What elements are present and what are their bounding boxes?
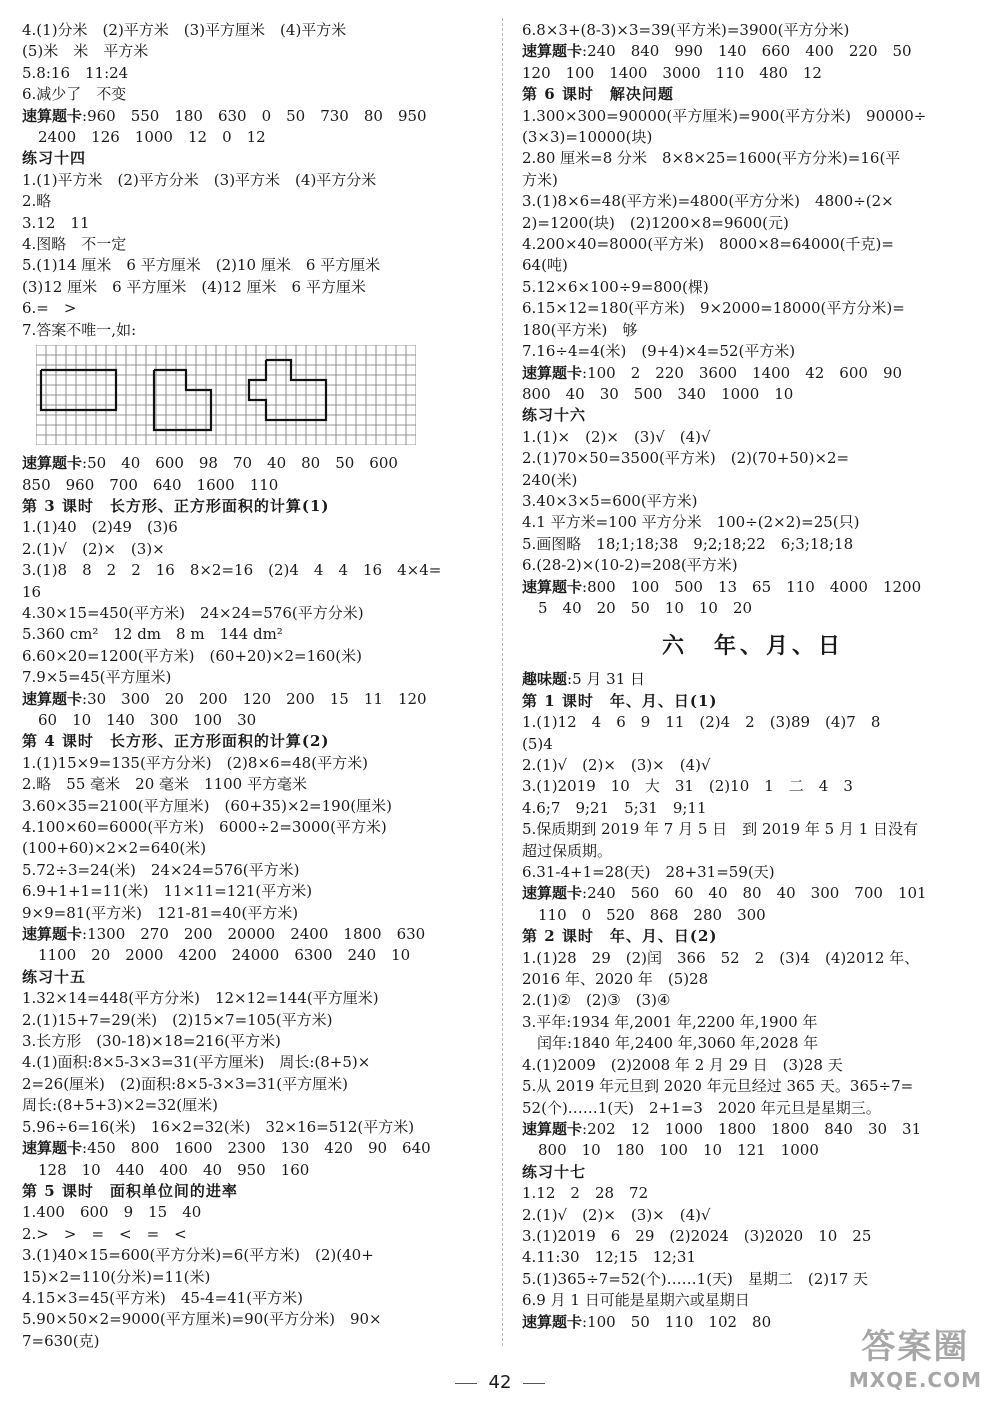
answer-line: 3.(1)2019 6 29 (2)2024 (3)2020 10 25 [522,1226,872,1245]
speed-card-values: :50 40 600 98 70 40 80 50 600 [82,454,398,473]
answer-line: 3.(1)8 8 2 2 16 8×2=16 (2)4 4 4 16 4×4= [22,561,442,580]
answer-line: 1.(1)15×9=135(平方分米) (2)8×6=48(平方米) [22,753,368,772]
answer-line: 2.(1)② (2)③ (3)④ [522,991,671,1010]
lesson-title: 第 5 课时 面积单位间的进率 [22,1181,238,1200]
answer-line: 3.长方形 (30-18)×18=216(平方米) [22,1032,281,1051]
speed-card-label: 速算题卡 [22,1139,83,1158]
speed-card-continuation: 128 10 440 400 40 950 160 [38,1160,310,1179]
answer-line: 4.11:30 12;15 12;31 [522,1248,696,1267]
speed-card-line [522,577,984,598]
watermark-main-text: 答案圈 [861,1327,970,1367]
answer-line: 周长:(8+5+3)×2=32(厘米) [22,1096,218,1115]
answer-line: 3.(1)8×6=48(平方米)=4800(平方分米) 4800÷(2× [522,192,894,211]
grid-lines [36,345,416,445]
answer-line: (5)米 米 平方米 [22,42,149,61]
speed-card-label: 速算题卡 [522,577,583,596]
speed-card-line [522,363,984,384]
left-column [22,20,492,1352]
answer-line: 6.8×3+(8-3)×3=39(平方米)=3900(平方分米) [522,21,850,39]
answer-line: 2.> > = < = < [22,1224,187,1243]
exercise-title: 练习十六 [522,406,587,425]
answer-line: 4.30×15=450(平方米) 24×24=576(平方分米) [22,603,364,622]
speed-card-values: :1300 270 200 20000 2400 1800 630 [82,925,426,944]
speed-card-label: 速算题卡 [522,1119,583,1138]
watermark-sub-text: MXQE.COM [848,1368,982,1392]
watermark-logo [849,1319,982,1392]
answer-line: 7=630(克) [22,1331,100,1350]
answer-line: (100+60)×2×2=640(米) [22,839,207,858]
answer-line: 2.80 厘米=8 分米 8×8×25=1600(平方分米)=16(平 [522,149,901,168]
answer-line: 5.12×6×100÷9=800(棵) [522,277,709,296]
answer-line: 3.40×3×5=600(平方米) [522,491,698,510]
grid-figure [36,345,416,445]
answer-line: 3.12 11 [22,213,90,232]
answer-line: 6.= > [22,299,77,318]
l-shape [154,370,211,430]
answer-line: 6.减少了 不变 [22,85,127,104]
rectangle-shape [41,370,116,410]
speed-card-continuation: 120 100 1400 3000 110 480 12 [522,63,822,82]
answer-line: 6.9 月 1 日可能是星期六或星期日 [522,1291,750,1310]
fun-question-line [522,669,984,690]
answer-line: 2.(1)15+7=29(米) (2)15×7=105(平方米) [22,1010,333,1029]
answer-line: 超过保质期。 [522,841,613,860]
speed-card-continuation: 850 960 700 640 1600 110 [22,475,279,494]
answer-line: 2.略 [22,192,52,211]
speed-card-values: :960 550 180 630 0 50 730 80 950 [82,106,427,125]
answer-line: 1.400 600 9 15 40 [22,1203,202,1222]
answer-line: 5.(1)365÷7=52(个)……1(天) 星期二 (2)17 天 [522,1269,869,1288]
answer-line: 5.从 2019 年元旦到 2020 年元旦经过 365 天。365÷7= [522,1077,914,1096]
exercise-title: 练习十七 [522,1162,587,1181]
answer-line: 3.平年:1934 年,2001 年,2200 年,1900 年 [522,1012,818,1031]
page-number-dash [523,1383,545,1384]
unit-heading: 六 年、月、日 [661,633,844,660]
speed-card-continuation: 800 40 30 500 340 1000 10 [522,384,794,403]
answer-line: 64(吨) [522,256,568,275]
answer-line: 闰年:1840 年,2400 年,3060 年,2028 年 [522,1034,819,1053]
speed-card-label: 速算题卡 [522,42,583,61]
speed-card-values: :202 12 1000 1800 1800 840 30 31 [582,1119,922,1138]
answer-line: 1.12 2 28 72 [522,1184,649,1203]
speed-card-continuation: 60 10 140 300 100 30 [38,710,257,729]
answer-line: 4.(1)面积:8×5-3×3=31(平方厘米) 周长:(8+5)× [22,1053,371,1072]
fun-question-label: 趣味题 [522,670,568,689]
fun-question-answer: :5 月 31 日 [567,670,646,689]
answer-line: 6.31-4+1=28(天) 28+31=59(天) [522,863,775,882]
answer-line: 2.(1)70×50=3500(平方米) (2)(70+50)×2= [522,449,850,468]
answer-line: 4.6;7 9;21 5;31 9;11 [522,798,707,817]
answer-line: 6.9+1+1=11(米) 11×11=121(平方米) [22,882,313,901]
speed-card-line [522,41,984,62]
answer-line: 5.96÷6=16(米) 16×2=32(米) 32×16=512(平方米) [22,1117,415,1136]
answer-line: 5.360 cm² 12 dm 8 m 144 dm² [22,625,283,644]
answer-line: 7.16÷4=4(米) (9+4)×4=52(平方米) [522,342,796,361]
answer-line: 1.300×300=90000(平方厘米)=900(平方分米) 90000÷ [522,106,927,125]
answer-line: 1.32×14=448(平方分米) 12×12=144(平方厘米) [22,989,379,1008]
exercise-title: 练习十五 [22,967,87,986]
answer-line: 180(平方米) 够 [522,320,638,339]
answer-line: 6.(28-2)×(10-2)=208(平方米) [522,556,738,575]
answer-line: 1.(1)12 4 6 9 11 (2)4 2 (3)89 (4)7 8 [522,713,881,732]
speed-card-values: :450 800 1600 2300 130 420 90 640 [82,1139,431,1158]
page-number-value: 42 [488,1372,512,1393]
answer-line: 2)=1200(块) (2)1200×8=9600(元) [522,213,789,232]
speed-card-line [22,1138,492,1159]
speed-card-label: 速算题卡 [522,363,583,382]
answer-line: 2016 年、2020 年 (5)28 [522,970,709,989]
answer-line: 5.8:16 11:24 [22,63,129,82]
speed-card-continuation: 110 0 520 868 280 300 [538,905,766,924]
speed-card-label: 速算题卡 [22,689,83,708]
speed-card-label: 速算题卡 [22,925,83,944]
answer-line: 3.(1)2019 10 大 31 (2)10 1 二 4 3 [522,777,853,796]
answer-line: 15)×2=110(分米)=11(米) [22,1267,211,1286]
answer-line: 4.100×60=6000(平方米) 6000÷2=3000(平方米) [22,818,387,836]
speed-card-label: 速算题卡 [522,884,583,903]
answer-line: 4.图略 不一定 [22,235,127,254]
answer-line: 9×9=81(平方米) 121-81=40(平方米) [22,903,299,922]
speed-card-continuation: 2400 126 1000 12 0 12 [38,128,266,147]
speed-card-values: :240 840 990 140 660 400 220 50 [582,42,912,61]
answer-line: 5.90×50×2=9000(平方厘米)=90(平方分米) 90× [22,1310,382,1329]
answer-block [22,20,492,106]
answer-line: 1.(1)× (2)× (3)√ (4)√ [522,427,711,446]
t-shape [249,360,326,420]
speed-card-values: :100 50 110 102 80 [582,1312,772,1331]
answer-line: 7.答案不唯一,如: [22,320,137,339]
answer-line: 6.15×12=180(平方米) 9×2000=18000(平方分米)= [522,299,905,318]
speed-card-line [22,924,492,945]
speed-card-values: :100 2 220 3600 1400 42 600 90 [582,363,903,382]
speed-card-line [522,883,984,904]
speed-card-line [22,106,492,127]
answer-line: 3.(1)40×15=600(平方分米)=6(平方米) (2)(40+ [22,1246,374,1265]
answer-line: 4.(1)2009 (2)2008 年 2 月 29 日 (3)28 天 [522,1055,843,1074]
answer-line: 5.72÷3=24(米) 24×24=576(平方米) [22,860,300,879]
speed-card-line [522,1119,984,1140]
answer-line: (3)12 厘米 6 平方厘米 (4)12 厘米 6 平方厘米 [22,277,366,296]
lesson-title: 第 4 课时 长方形、正方形面积的计算(2) [22,732,330,751]
answer-line: 2.(1)√ (2)× (3)× [22,539,165,558]
lesson-title: 第 6 课时 解决问题 [522,85,674,104]
answer-line: 2.(1)√ (2)× (3)× (4)√ [522,1205,711,1224]
answer-line: 1.(1)平方米 (2)平方分米 (3)平方米 (4)平方分米 [22,170,377,189]
answer-line: (5)4 [522,734,553,753]
answer-line: 7.9×5=45(平方厘米) [22,668,172,687]
speed-card-label: 速算题卡 [22,106,83,125]
lesson-title: 第 2 课时 年、月、日(2) [522,927,718,946]
speed-card-values: :800 100 500 13 65 110 4000 1200 [582,577,922,596]
speed-card-continuation: 800 10 180 100 10 121 1000 [538,1141,819,1160]
lesson-title: 第 3 课时 长方形、正方形面积的计算(1) [22,496,330,515]
speed-card-label: 速算题卡 [22,454,83,473]
answer-line: 4.200×40=8000(平方米) 8000×8=64000(千克)= [522,235,894,254]
answer-line: 方米) [522,170,558,189]
speed-card-line [22,453,492,474]
answer-line: 6.60×20=1200(平方米) (60+20)×2=160(米) [22,646,362,665]
lesson-title: 第 1 课时 年、月、日(1) [522,691,718,710]
column-divider [502,18,503,1346]
exercise-title: 练习十四 [22,149,87,168]
answer-line: 4.15×3=45(平方米) 45-4=41(平方米) [22,1288,303,1307]
answer-line: 5.(1)14 厘米 6 平方厘米 (2)10 厘米 6 平方厘米 [22,256,381,275]
answer-line: 2.(1)√ (2)× (3)× (4)√ [522,756,711,774]
answer-line: 16 [22,582,42,601]
page-number-dash [455,1383,477,1384]
speed-card-values: :240 560 60 40 80 40 300 700 101 [582,884,927,903]
answer-line: 4.(1)分米 (2)平方米 (3)平方厘米 (4)平方米 [22,21,347,39]
answer-line: 2=26(厘米) (2)面积:8×5-3×3=31(平方厘米) [22,1074,348,1093]
answer-line: 1.(1)28 29 (2)闰 366 52 2 (3)4 (4)2012 年、 [522,948,920,967]
speed-card-values: :30 300 20 200 120 200 15 11 120 [82,689,427,708]
answer-line: 5.画图略 18;1;18;38 9;2;18;22 6;3;18;18 [522,534,854,553]
speed-card-line [22,689,492,710]
answer-line: 2.略 55 毫米 20 毫米 1100 平方毫米 [22,775,307,794]
speed-card-continuation: 1100 20 2000 4200 24000 6300 240 10 [38,946,411,965]
answer-line: 52(个)……1(天) 2+1=3 2020 年元旦是星期三。 [522,1098,881,1117]
answer-line: 240(米) [522,470,578,489]
right-column [522,20,984,1333]
answer-line: 1.(1)40 (2)49 (3)6 [22,518,178,537]
speed-card-continuation: 5 40 20 50 10 10 20 [538,598,753,617]
answer-line: 4.1 平方米=100 平方分米 100÷(2×2)=25(只) [522,513,860,532]
answer-line: 5.保质期到 2019 年 7 月 5 日 到 2019 年 5 月 1 日没有 [522,820,919,839]
answer-line: 3.60×35=2100(平方厘米) (60+35)×2=190(厘米) [22,796,392,815]
speed-card-label: 速算题卡 [522,1312,583,1331]
answer-line: (3×3)=10000(块) [522,128,653,147]
